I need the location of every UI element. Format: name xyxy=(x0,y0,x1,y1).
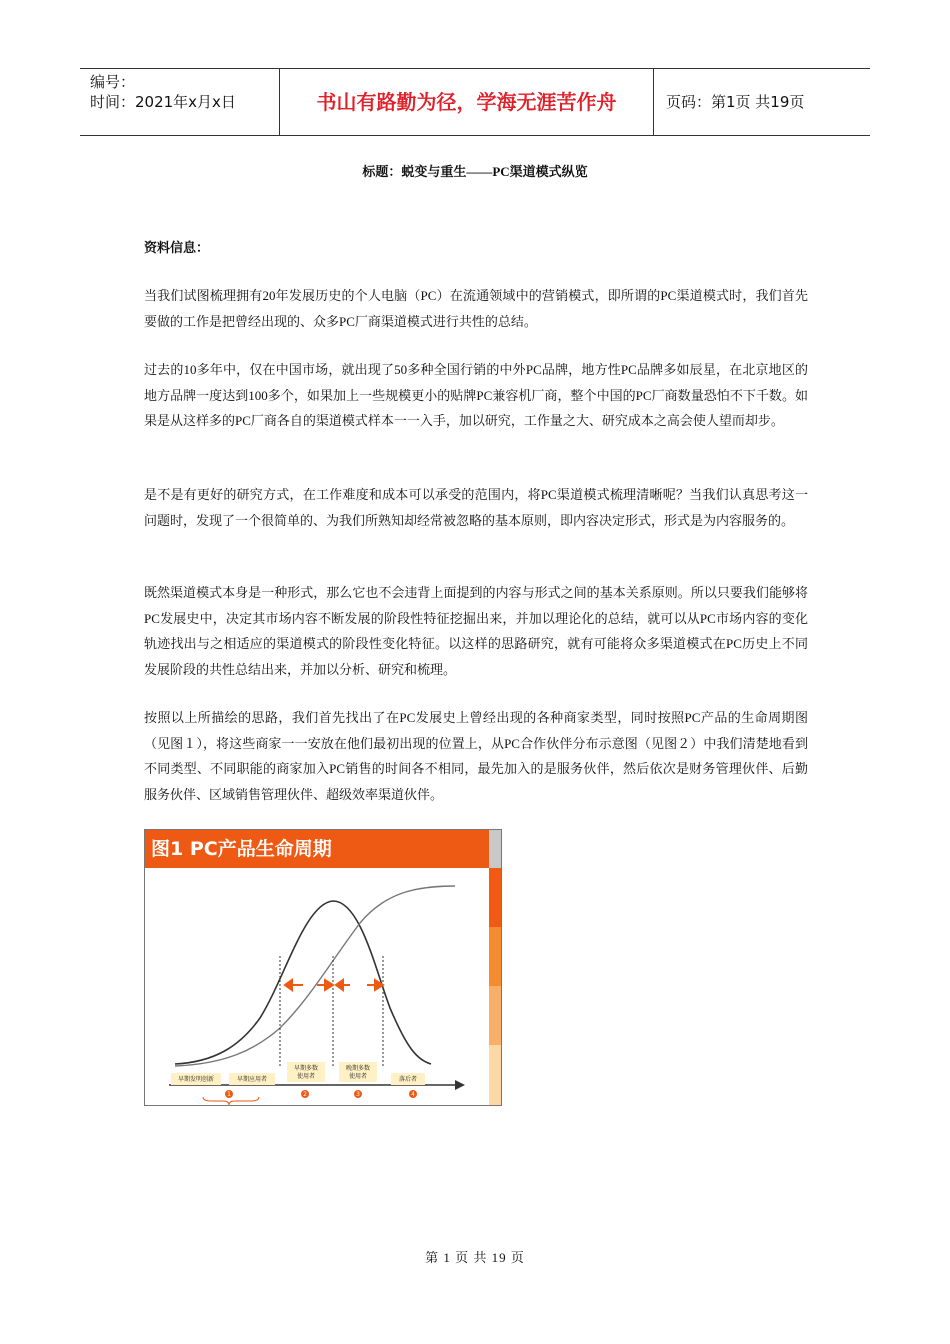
number-label: 编号： xyxy=(90,73,136,91)
paragraph: 是不是有更好的研究方式，在工作难度和成本可以承受的范围内，将PC渠道模式梳理清晰呢？当我们认真思考这一问题时，发现了一个很简单的、为我们所熟知却经常被忽略的基本原则，即内容决定形式，形式是为内容服务的。 xyxy=(144,487,808,528)
figure-title: 图1 PC产品生命周期 xyxy=(145,830,489,868)
header-motto: 书山有路勤为径，学海无涯苦作舟 xyxy=(280,69,654,135)
paragraph: 按照以上所描绘的思路，我们首先找出了在PC发展史上曾经出现的各种商家类型，同时按照PC产品的生命周期图（见图１），将这些商家一一安放在他们最初出现的位置上，从PC合作伙伴分布示意图（见图２）中我们清楚地看到不同类型、不同职能的商家加入PC销售的时间各不相同，最先加入的是服务伙伴，然后依次是财务管理伙伴、后勤服务伙伴、区域销售管理伙伴、超级效率渠道伙伴。 xyxy=(144,710,808,802)
header-meta xyxy=(80,69,280,135)
paragraph: 当我们试图梳理拥有20年发展历史的个人电脑（PC）在流通领域中的营销模式，即所谓的PC渠道模式时，我们首先要做的工作是把曾经出现的、众多PC厂商渠道模式进行共性的总结。 xyxy=(144,288,808,329)
stage-marker-number: 4 xyxy=(411,1091,415,1098)
stage-label: 晚期多数 xyxy=(345,1065,371,1072)
stage-label: 落后者 xyxy=(398,1076,418,1083)
header-page-info: 页码：第1页 共19页 xyxy=(666,93,805,111)
figure-side-bar-segment xyxy=(489,830,501,868)
stage-marker-number: 1 xyxy=(227,1091,231,1098)
figure-side-bar-segment xyxy=(489,927,501,986)
stage-label: 使用者 xyxy=(348,1073,368,1080)
section-label: 资料信息： xyxy=(144,240,210,255)
stage-label: 使用者 xyxy=(296,1073,316,1080)
adoption-bell-curve xyxy=(175,901,431,1064)
date-label: 时间：2021年x月x日 xyxy=(90,93,236,111)
document-title: 标题：蜕变与重生——PC渠道模式纵览 xyxy=(362,164,588,179)
shift-arrows xyxy=(285,980,383,990)
x-axis-arrowhead xyxy=(455,1080,465,1090)
paragraph: 既然渠道模式本身是一种形式，那么它也不会违背上面提到的内容与形式之间的基本关系原则。所以只要我们能够将PC发展史中，决定其市场内容不断发展的阶段性特征挖掘出来，并加以理论化的总结，就可以从PC市场内容的变化轨迹找出与之相适应的渠道模式的阶段性变化特征。以这样的思路研究，就有可能将众多渠道模式在PC历史上不同发展阶段的共性总结出来，并加以分析、研究和梳理。 xyxy=(144,585,808,677)
paragraph: 过去的10多年中，仅在中国市场，就出现了50多种全国行销的中外PC品牌，地方性PC品牌多如辰星，在北京地区的地方品牌一度达到100多个，如果加上一些规模更小的贴牌PC兼容机厂商，整个中国的PC厂商数量恐怕不下千数。如果是从这样多的PC厂商各自的渠道模式样本一一入手，加以研究，工作量之大、研究成本之高会使人望而却步。 xyxy=(144,362,808,428)
figure-side-bar-segment xyxy=(489,1045,501,1105)
early-stage-brace xyxy=(203,1097,259,1105)
lifecycle-figure xyxy=(144,829,502,1106)
stage-label: 早期应用者 xyxy=(236,1076,268,1083)
stage-label: 早期发明创新 xyxy=(177,1076,215,1083)
stage-marker-number: 2 xyxy=(303,1091,307,1098)
lifecycle-diagram xyxy=(145,868,489,1105)
page-header xyxy=(80,68,870,136)
stage-marker-number: 3 xyxy=(356,1091,360,1098)
figure-side-bar-segment xyxy=(489,868,501,927)
figure-side-bar-segment xyxy=(489,986,501,1045)
page-footer: 第 1 页 共 19 页 xyxy=(425,1250,525,1265)
stage-label: 早期多数 xyxy=(293,1065,319,1072)
